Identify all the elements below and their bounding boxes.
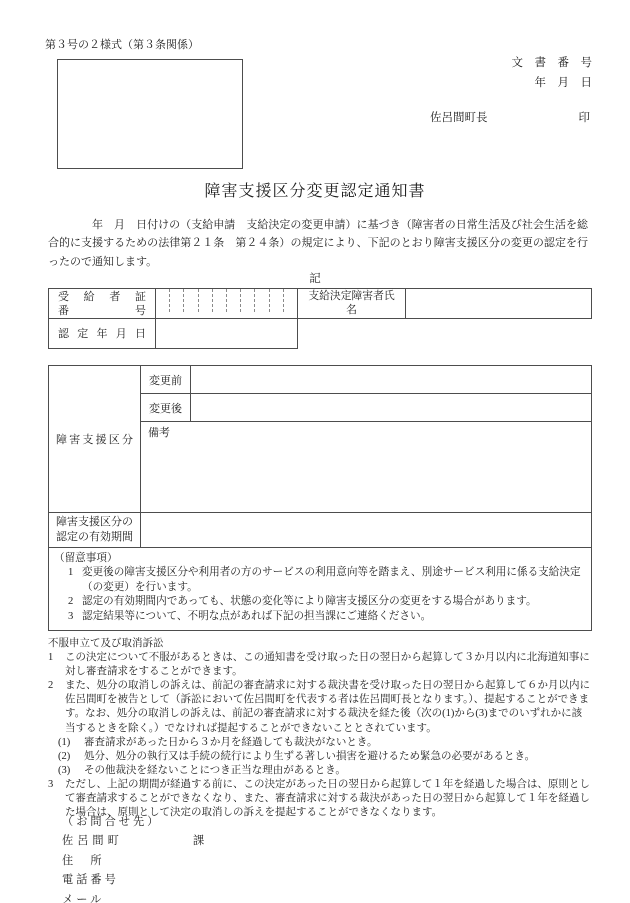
- category-label: 障害支援区分: [56, 434, 133, 446]
- seal-mark: 印: [578, 112, 590, 124]
- phone-label: 電話番号: [62, 874, 119, 887]
- contact-town-line: [62, 832, 204, 851]
- recipient-address-box: [57, 59, 243, 169]
- after-change-label: 変更後: [141, 394, 191, 422]
- table-row: [49, 548, 592, 631]
- digit-grid: [156, 289, 297, 312]
- section-label: 課: [193, 835, 205, 848]
- certification-date-label: 認定年月日: [49, 319, 156, 349]
- after-change-value: [191, 394, 592, 422]
- digit-cell: [156, 289, 170, 312]
- digit-cell: [184, 289, 198, 312]
- validity-period-value: [141, 513, 592, 548]
- town-name-label: 佐呂間町: [62, 835, 123, 848]
- digit-cell: [241, 289, 255, 312]
- note-item: 3 認定結果等について、不明な点があれば下記の担当課にご連絡ください。: [68, 610, 432, 622]
- digit-cell: [199, 289, 213, 312]
- appeal-item: (2) 処分、処分の執行又は手続の続行により生ずる著しい損害を避けるため緊急の必要があるとき。: [58, 750, 536, 762]
- email-label: メール: [62, 893, 105, 903]
- grantee-name-value: [406, 289, 592, 319]
- body-paragraph: 年 月 日付けの（支給申請 支給決定の変更申請）に基づき（障害者の日常生活及び社会生活を総合的に支援するための法律第２１条 第２４条）の規定により、下記のとおり障害支援区分の変更の認定を行ったので通知します。: [48, 219, 588, 268]
- remarks-cell: [141, 422, 592, 513]
- notes-heading: （留意事項）: [54, 553, 118, 564]
- document-meta: [512, 53, 593, 93]
- remarks-label: 備考: [148, 427, 170, 439]
- recipient-cert-number-boxes: [156, 289, 298, 319]
- form-number-label: 第３号の２様式（第３条関係）: [45, 39, 199, 51]
- certification-date-value: [156, 319, 298, 349]
- appeal-item: 2 また、処分の取消しの訴えは、前記の審査請求に対する裁決書を受け取った日の翌日から起算して６か月以内に佐呂間町を被告として（訴訟において佐呂間町を代表する者は佐呂間町長となります。）、提起することができます。なお、処分の取消しの訴えは、前記の審査請求に対する裁決を経た後（次の(1)から(3)までのいずれかに該当するときを除く。）でなければ提起することができないこととされています。: [48, 680, 590, 734]
- record-marker: 記: [309, 273, 321, 285]
- appeal-item: (3) その他裁決を経ないことにつき正当な理由があるとき。: [58, 764, 346, 776]
- digit-cell: [255, 289, 269, 312]
- table-row: [49, 289, 592, 319]
- appeal-item: 3 ただし、上記の期間が経過する前に、この決定があった日の翌日から起算して１年を経過した場合は、原則として審査請求することができなくなり、また、審査請求に対する裁決があった日の翌日から起算して１年を経過した場合は、原則として決定の取消しの訴えを提起することができなくなります。: [48, 778, 590, 819]
- table-row: [49, 513, 592, 548]
- address-label: 住 所: [62, 854, 105, 867]
- recipient-cert-number-label: 受給者証 番号: [49, 289, 156, 319]
- doc-number-label: 文 書 番 号: [511, 57, 592, 69]
- note-item: 1 変更後の障害支援区分や利用者の方のサービスの利用意向等を踏まえ、別途サービス利用に係る支給決定（の変更）を行います。: [68, 567, 581, 593]
- appeal-item: 1 この決定について不服があるときは、この通知書を受け取った日の翌日から起算して３か月以内に北海道知事に対し審査請求をすることができます。: [48, 652, 590, 678]
- digit-cell: [284, 289, 297, 312]
- page-title: 障害支援区分変更認定通知書: [204, 183, 426, 200]
- recipient-table: [48, 288, 592, 349]
- table-row: [49, 366, 592, 394]
- digit-cell: [213, 289, 227, 312]
- table-row: [49, 319, 592, 349]
- spacer-cell: [298, 319, 592, 349]
- appeal-item: (1) 審査請求があった日から３か月を経過しても裁決がないとき。: [58, 736, 378, 748]
- issuer-line: [430, 109, 590, 125]
- contact-heading: （お問合せ先）: [62, 816, 162, 828]
- digit-cell: [270, 289, 284, 312]
- category-table: [48, 365, 592, 631]
- grantee-name-label: 支給決定障害者氏 名: [298, 289, 406, 319]
- contact-section: [62, 813, 204, 903]
- validity-period-label: 障害支援区分の 認定の有効期間: [49, 513, 141, 548]
- category-label-cell: [49, 366, 141, 513]
- appeal-heading: 不服申立て及び取消訴訟: [48, 638, 164, 649]
- digit-cell: [227, 289, 241, 312]
- digit-cell: [170, 289, 184, 312]
- notes-section: [49, 548, 592, 631]
- note-item: 2 認定の有効期間内であっても、状態の変化等により障害支援区分の変更をする場合があります。: [68, 596, 537, 608]
- mayor-name-label: 佐呂間町長: [430, 112, 488, 124]
- before-change-label: 変更前: [141, 366, 191, 394]
- issue-date-label: 年 月 日: [534, 77, 592, 89]
- appeal-section: [48, 637, 590, 820]
- before-change-value: [191, 366, 592, 394]
